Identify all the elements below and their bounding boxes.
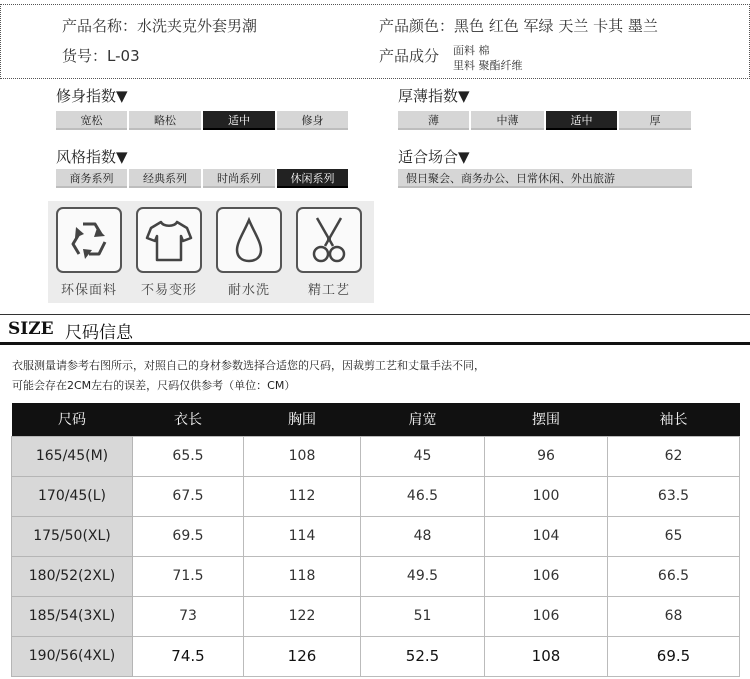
size-brand: SIZE [8,319,54,339]
style-option: 商务系列 [56,169,127,188]
product-name-label: 产品名称： [62,17,138,35]
feature-craft [294,207,364,298]
size-section-header [0,314,750,345]
size-cell: 170/45(L) [12,476,133,516]
hem-cell: 106 [485,596,608,636]
occasion-title: 适合场合▼ [398,148,470,166]
product-code-value: L-03 [107,47,140,65]
table-row [12,556,740,596]
thickness-index-scale [398,111,691,130]
table-row [12,476,740,516]
shoulder-cell: 45 [361,436,485,476]
fit-option: 修身 [277,111,348,130]
feature-eco-fabric [54,207,124,298]
feature-panel [48,201,374,303]
product-composition-label: 产品成分 [379,47,440,65]
sleeve-cell: 62 [608,436,740,476]
size-cell: 180/52(2XL) [12,556,133,596]
table-row [12,596,740,636]
hem-cell: 108 [485,636,608,676]
shoulder-cell: 46.5 [361,476,485,516]
recycle-icon [56,207,122,273]
shoulder-cell: 52.5 [361,636,485,676]
fit-index-title: 修身指数▼ [56,87,128,105]
shoulder-cell: 48 [361,516,485,556]
size-table-header-row [12,403,740,436]
sleeve-cell: 68 [608,596,740,636]
sleeve-cell: 65 [608,516,740,556]
sleeve-cell: 69.5 [608,636,740,676]
feature-no-deform [134,207,204,298]
length-cell: 74.5 [133,636,244,676]
style-index-title: 风格指数▼ [56,148,128,166]
waterdrop-icon [216,207,282,273]
header-size: 尺码 [12,403,133,436]
hem-cell: 100 [485,476,608,516]
feature-label: 精工艺 [307,283,350,298]
header-chest: 胸围 [244,403,361,436]
scissors-icon [296,207,362,273]
header-length: 衣长 [133,403,244,436]
thickness-option: 薄 [398,111,469,130]
sleeve-cell: 66.5 [608,556,740,596]
header-sleeve: 袖长 [608,403,740,436]
style-index-scale [56,169,348,188]
length-cell: 69.5 [133,516,244,556]
style-option: 时尚系列 [203,169,275,188]
product-code-label: 货号： [62,47,108,65]
sleeve-cell: 63.5 [608,476,740,516]
table-row [12,516,740,556]
feature-label: 耐水洗 [227,283,270,298]
chest-cell: 126 [244,636,361,676]
thickness-option-selected: 适中 [546,111,617,130]
composition-lining: 里料 聚酯纤维 [453,59,523,72]
size-cell: 185/54(3XL) [12,596,133,636]
fit-option: 略松 [129,111,201,130]
size-cell: 165/45(M) [12,436,133,476]
hem-cell: 96 [485,436,608,476]
thickness-index-title: 厚薄指数▼ [398,87,470,105]
table-row [12,436,740,476]
measurement-note-line1: 衣服测量请参考右图所示，对照自己的身材参数选择合适您的尺码，因裁剪工艺和丈量手法不同， [12,359,485,372]
chest-cell: 122 [244,596,361,636]
product-color [379,15,658,36]
thickness-option: 中薄 [471,111,544,130]
thickness-option: 厚 [619,111,691,130]
composition-outer: 面料 棉 [453,44,490,57]
header-shoulder: 肩宽 [361,403,485,436]
chest-cell: 108 [244,436,361,476]
length-cell: 71.5 [133,556,244,596]
length-cell: 73 [133,596,244,636]
product-color-value: 黑色 红色 军绿 天兰 卡其 墨兰 [454,17,658,35]
feature-label: 环保面料 [60,283,117,298]
hem-cell: 106 [485,556,608,596]
length-cell: 65.5 [133,436,244,476]
product-code [62,45,140,66]
size-table [11,403,740,677]
chest-cell: 114 [244,516,361,556]
hem-cell: 104 [485,516,608,556]
product-name-value: 水洗夹克外套男潮 [137,17,258,35]
header-hem: 摆围 [485,403,608,436]
table-row [12,636,740,676]
style-option-selected: 休闲系列 [277,169,348,188]
chest-cell: 118 [244,556,361,596]
fit-index-scale [56,111,348,130]
shoulder-cell: 51 [361,596,485,636]
measurement-note-line2: 可能会存在2CM左右的误差，尺码仅供参考（单位：CM） [12,379,296,392]
occasion-value: 假日聚会、商务办公、日常休闲、外出旅游 [398,169,692,188]
feature-washable [214,207,284,298]
product-color-label: 产品颜色： [379,17,455,35]
shoulder-cell: 49.5 [361,556,485,596]
length-cell: 67.5 [133,476,244,516]
size-section-title: 尺码信息 [65,323,133,343]
fit-option: 宽松 [56,111,127,130]
size-cell: 175/50(XL) [12,516,133,556]
chest-cell: 112 [244,476,361,516]
product-name [62,15,257,36]
size-cell: 190/56(4XL) [12,636,133,676]
tshirt-icon [136,207,202,273]
style-option: 经典系列 [129,169,201,188]
fit-option-selected: 适中 [203,111,275,130]
feature-label: 不易变形 [140,283,197,298]
